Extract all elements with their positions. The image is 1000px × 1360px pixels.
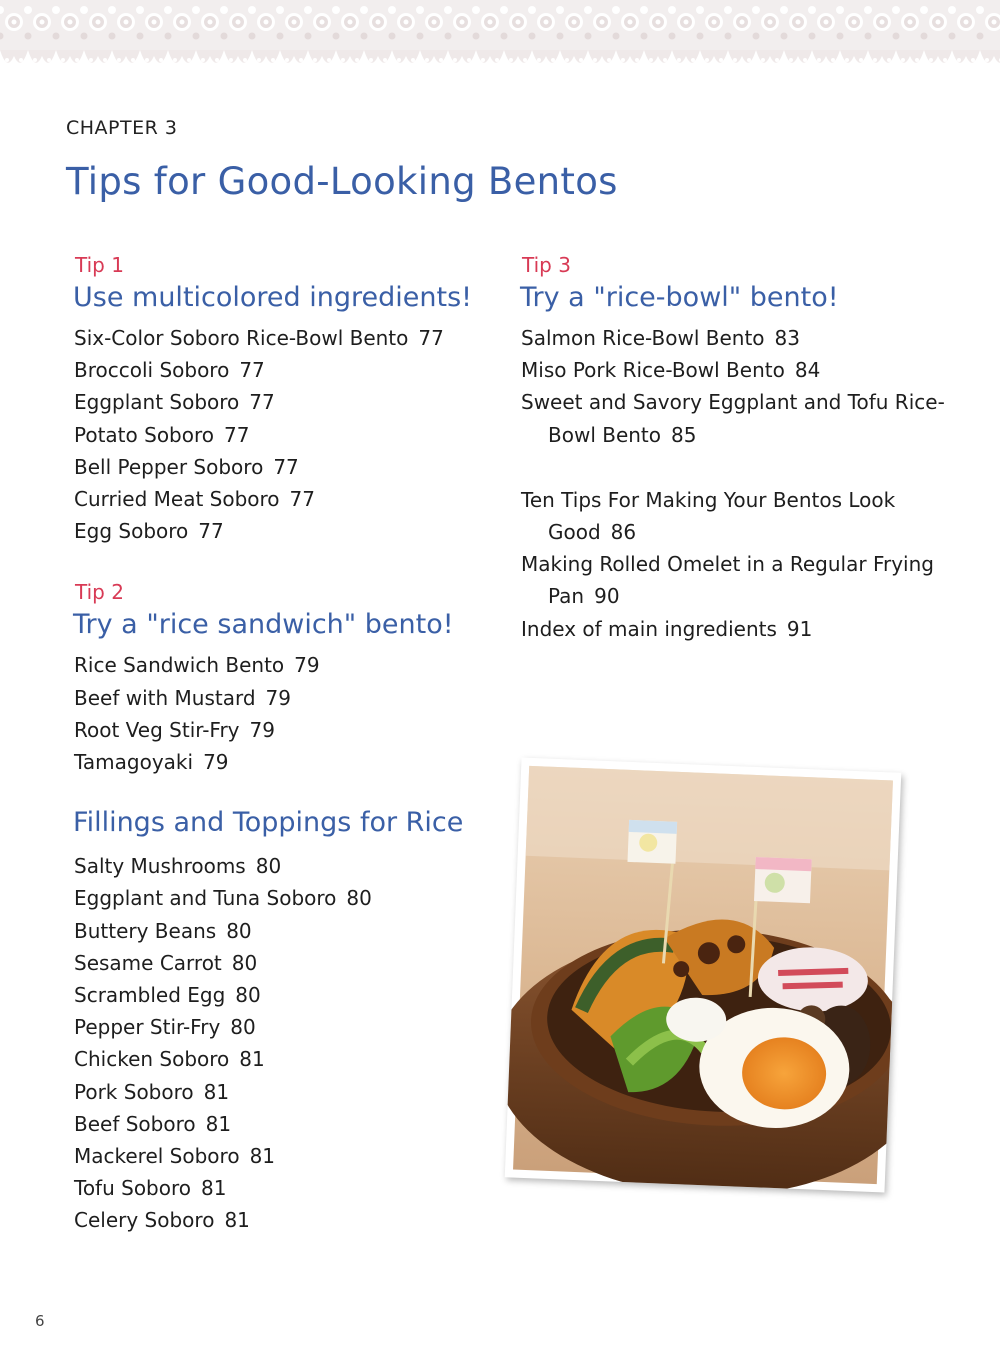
toc-entry <box>74 386 494 418</box>
toc-entry <box>521 613 951 645</box>
tip-3-section <box>521 252 951 451</box>
toc-entry <box>521 322 951 354</box>
entry-title: Broccoli Soboro <box>74 358 230 383</box>
bento-photo <box>505 758 902 1193</box>
toc-entry <box>74 1011 494 1043</box>
entry-page-number: 80 <box>226 918 252 943</box>
right-column <box>521 252 951 645</box>
entry-title: Potato Soboro <box>74 422 214 447</box>
entry-title: Bell Pepper Soboro <box>74 454 264 479</box>
entry-page-number: 77 <box>289 487 315 512</box>
chapter-label: CHAPTER 3 <box>66 117 178 139</box>
toc-entry <box>74 882 494 914</box>
entry-title: Tamagoyaki <box>74 750 194 775</box>
toc-entry <box>74 649 494 681</box>
toc-entry <box>74 746 494 778</box>
entry-page-number: 77 <box>239 358 265 383</box>
entry-title: Making Rolled Omelet in a Regular Frying Pan <box>521 552 934 609</box>
entry-page-number: 81 <box>201 1176 227 1201</box>
entry-title: Sweet and Savory Eggplant and Tofu Rice-Bowl Bento <box>521 390 945 447</box>
entry-title: Celery Soboro <box>74 1208 215 1233</box>
entry-page-number: 90 <box>594 584 620 609</box>
entry-page-number: 80 <box>231 950 258 975</box>
toc-entry <box>74 419 494 451</box>
entry-page-number: 81 <box>239 1047 265 1072</box>
entry-title: Pepper Stir-Fry <box>74 1015 221 1040</box>
entry-page-number: 77 <box>273 454 299 479</box>
entry-page-number: 84 <box>794 358 821 383</box>
toc-entry <box>521 354 951 386</box>
toc-entry <box>74 515 494 547</box>
entry-page-number: 77 <box>198 519 224 544</box>
entry-page-number: 85 <box>671 422 697 447</box>
entry-page-number: 80 <box>230 1015 256 1040</box>
toc-entry <box>74 915 494 947</box>
entry-title: Salmon Rice-Bowl Bento <box>521 326 765 350</box>
entry-title: Chicken Soboro <box>74 1047 230 1072</box>
entry-page-number: 91 <box>786 616 813 641</box>
entry-title: Sesame Carrot <box>74 950 222 975</box>
entry-list <box>521 322 951 451</box>
entry-page-number: 79 <box>249 717 275 742</box>
entry-title: Index of main ingredients <box>521 616 777 641</box>
page-title: Tips for Good-Looking Bentos <box>66 160 618 203</box>
entry-page-number: 81 <box>203 1079 230 1104</box>
tip-2-section <box>74 579 494 778</box>
toc-entry <box>74 682 494 714</box>
entry-page-number: 77 <box>249 390 275 415</box>
tip-1-section <box>74 252 494 547</box>
entry-list <box>74 850 494 1236</box>
entry-title: Beef Soboro <box>74 1111 196 1136</box>
left-column <box>74 252 494 1237</box>
entry-title: Eggplant Soboro <box>74 390 240 415</box>
entry-page-number: 79 <box>203 750 229 775</box>
entry-page-number: 80 <box>255 854 282 879</box>
toc-entry <box>74 850 494 882</box>
entry-title: Rice Sandwich Bento <box>74 653 285 678</box>
lace-border-decoration <box>0 0 1000 78</box>
entry-title: Scrambled Egg <box>74 983 226 1008</box>
toc-entry <box>74 1140 494 1172</box>
toc-entry <box>521 484 951 548</box>
entry-page-number: 81 <box>249 1144 276 1169</box>
toc-entry <box>74 1108 494 1140</box>
entry-title: Ten Tips For Making Your Bentos Look Good <box>521 487 896 545</box>
entry-title: Beef with Mustard <box>74 685 256 710</box>
entry-title: Buttery Beans <box>74 918 217 943</box>
entry-title: Mackerel Soboro <box>74 1144 240 1169</box>
toc-entry <box>74 1076 494 1108</box>
entry-title: Eggplant and Tuna Soboro <box>74 886 337 911</box>
entry-page-number: 79 <box>265 685 291 710</box>
tip-label: Tip 3 <box>522 253 571 277</box>
toc-entry <box>74 1172 494 1204</box>
toc-entry <box>74 947 494 979</box>
entry-title: Curried Meat Soboro <box>74 487 280 512</box>
page-number: 6 <box>35 1312 45 1330</box>
tip-label: Tip 1 <box>75 253 124 277</box>
entry-page-number: 77 <box>418 326 444 350</box>
section-heading: Use multicolored ingredients! <box>73 282 472 313</box>
bento-photo-image <box>505 758 902 1193</box>
entry-title: Tofu Soboro <box>74 1176 192 1201</box>
entry-page-number: 81 <box>224 1208 250 1233</box>
entry-title: Salty Mushrooms <box>74 854 246 879</box>
entry-page-number: 77 <box>224 422 250 447</box>
toc-entry <box>521 548 951 612</box>
toc-entry <box>74 714 494 746</box>
entry-page-number: 86 <box>610 520 637 545</box>
toc-entry <box>74 354 494 386</box>
entry-title: Pork Soboro <box>74 1079 194 1104</box>
entry-page-number: 80 <box>235 983 261 1008</box>
entry-list <box>521 484 951 645</box>
toc-entry <box>74 451 494 483</box>
section-heading: Try a "rice sandwich" bento! <box>73 609 454 641</box>
toc-entry <box>74 1043 494 1075</box>
entry-page-number: 80 <box>346 886 372 911</box>
entry-page-number: 81 <box>205 1111 232 1136</box>
entry-list <box>74 322 494 547</box>
fillings-section <box>74 800 494 1236</box>
tip-label: Tip 2 <box>75 580 124 605</box>
section-heading: Fillings and Toppings for Rice <box>73 807 464 839</box>
entry-title: Egg Soboro <box>74 519 189 544</box>
entry-title: Miso Pork Rice-Bowl Bento <box>521 358 785 383</box>
toc-entry <box>521 386 951 450</box>
entry-page-number: 83 <box>774 326 800 350</box>
entry-title: Six-Color Soboro Rice-Bowl Bento <box>74 326 409 350</box>
entry-list <box>74 649 494 778</box>
extra-entries-section <box>521 484 951 645</box>
toc-entry <box>74 1204 494 1236</box>
section-heading: Try a "rice-bowl" bento! <box>520 282 839 313</box>
entry-page-number: 79 <box>294 653 320 678</box>
entry-title: Root Veg Stir-Fry <box>74 717 240 742</box>
toc-entry <box>74 979 494 1011</box>
toc-entry <box>74 322 494 354</box>
toc-entry <box>74 483 494 515</box>
